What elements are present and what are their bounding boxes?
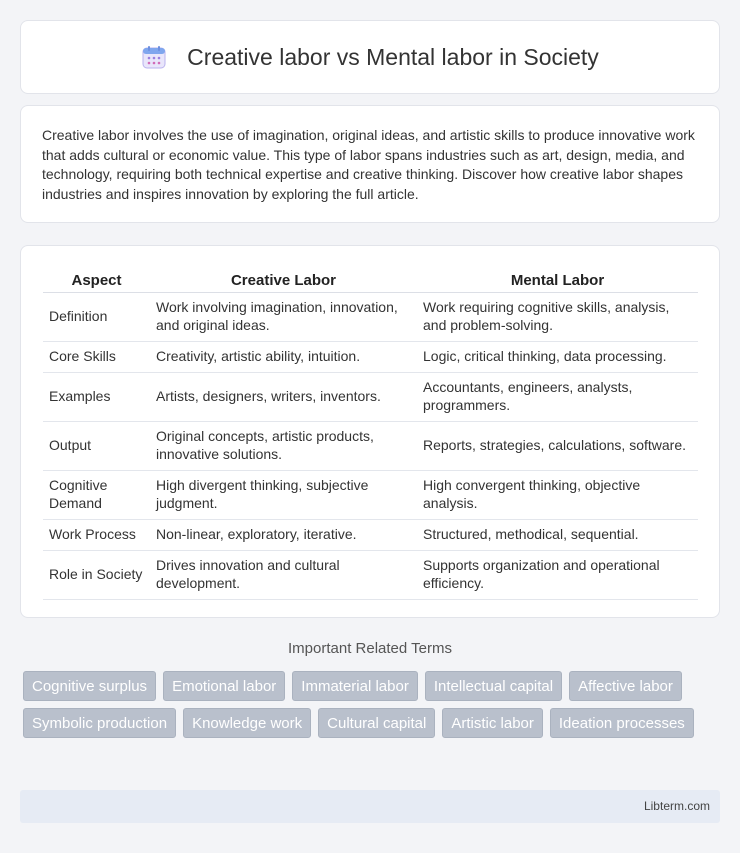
row-mental: Structured, methodical, sequential. [417, 519, 698, 550]
related-term-tag[interactable]: Emotional labor [163, 671, 285, 701]
row-aspect: Output [43, 421, 150, 470]
table-row [43, 421, 698, 470]
comparison-card [20, 245, 720, 618]
row-mental: High convergent thinking, objective analysis. [417, 470, 698, 519]
header-mental-labor: Mental Labor [417, 266, 698, 292]
row-creative: Work involving imagination, innovation, and original ideas. [150, 292, 417, 341]
related-term-tag[interactable]: Knowledge work [183, 708, 311, 738]
related-term-tag[interactable]: Ideation processes [550, 708, 694, 738]
related-term-tag[interactable]: Cultural capital [318, 708, 435, 738]
table-row [43, 519, 698, 550]
footer [20, 790, 720, 823]
row-creative: Artists, designers, writers, inventors. [150, 372, 417, 421]
row-mental: Accountants, engineers, analysts, programmers. [417, 372, 698, 421]
footer-brand-link[interactable]: Libterm.com [643, 799, 710, 813]
title-card [20, 20, 720, 94]
row-mental: Reports, strategies, calculations, software. [417, 421, 698, 470]
related-term-tag[interactable]: Intellectual capital [425, 671, 562, 701]
table-header-row [43, 266, 698, 292]
row-aspect: Core Skills [43, 341, 150, 372]
row-mental: Supports organization and operational efficiency. [417, 550, 698, 599]
header-aspect: Aspect [43, 266, 150, 292]
related-term-tag[interactable]: Artistic labor [442, 708, 543, 738]
table-row [43, 292, 698, 341]
table-row [43, 372, 698, 421]
related-term-tag[interactable]: Cognitive surplus [23, 671, 156, 701]
related-term-tag[interactable]: Affective labor [569, 671, 682, 701]
row-aspect: Definition [43, 292, 150, 341]
row-mental: Logic, critical thinking, data processing. [417, 341, 698, 372]
row-aspect: Examples [43, 372, 150, 421]
calendar-icon [141, 44, 167, 70]
intro-text: Creative labor involves the use of imagination, original ideas, and artistic skills to produce innovative work that adds cultural or economic value. This type of labor spans industries such as art, design, media, and technology, requiring both technical expertise and creative thinking. Discover how creative labor shapes industries and inspires innovation by exploring the full article. [42, 127, 695, 202]
table-row [43, 470, 698, 519]
related-terms-list [23, 671, 723, 738]
row-aspect: Cognitive Demand [43, 470, 150, 519]
row-creative: Non-linear, exploratory, iterative. [150, 519, 417, 550]
row-creative: Original concepts, artistic products, innovative solutions. [150, 421, 417, 470]
related-terms-title: Important Related Terms [288, 640, 452, 657]
header-creative-labor: Creative Labor [150, 266, 417, 292]
table-row [43, 341, 698, 372]
row-creative: Drives innovation and cultural development. [150, 550, 417, 599]
row-creative: High divergent thinking, subjective judgment. [150, 470, 417, 519]
comparison-table [43, 266, 698, 600]
row-aspect: Role in Society [43, 550, 150, 599]
table-row [43, 550, 698, 599]
page-title: Creative labor vs Mental labor in Society [187, 43, 599, 70]
related-term-tag[interactable]: Symbolic production [23, 708, 176, 738]
intro-card [20, 105, 720, 223]
row-mental: Work requiring cognitive skills, analysis, and problem-solving. [417, 292, 698, 341]
row-creative: Creativity, artistic ability, intuition. [150, 341, 417, 372]
related-term-tag[interactable]: Immaterial labor [292, 671, 418, 701]
row-aspect: Work Process [43, 519, 150, 550]
